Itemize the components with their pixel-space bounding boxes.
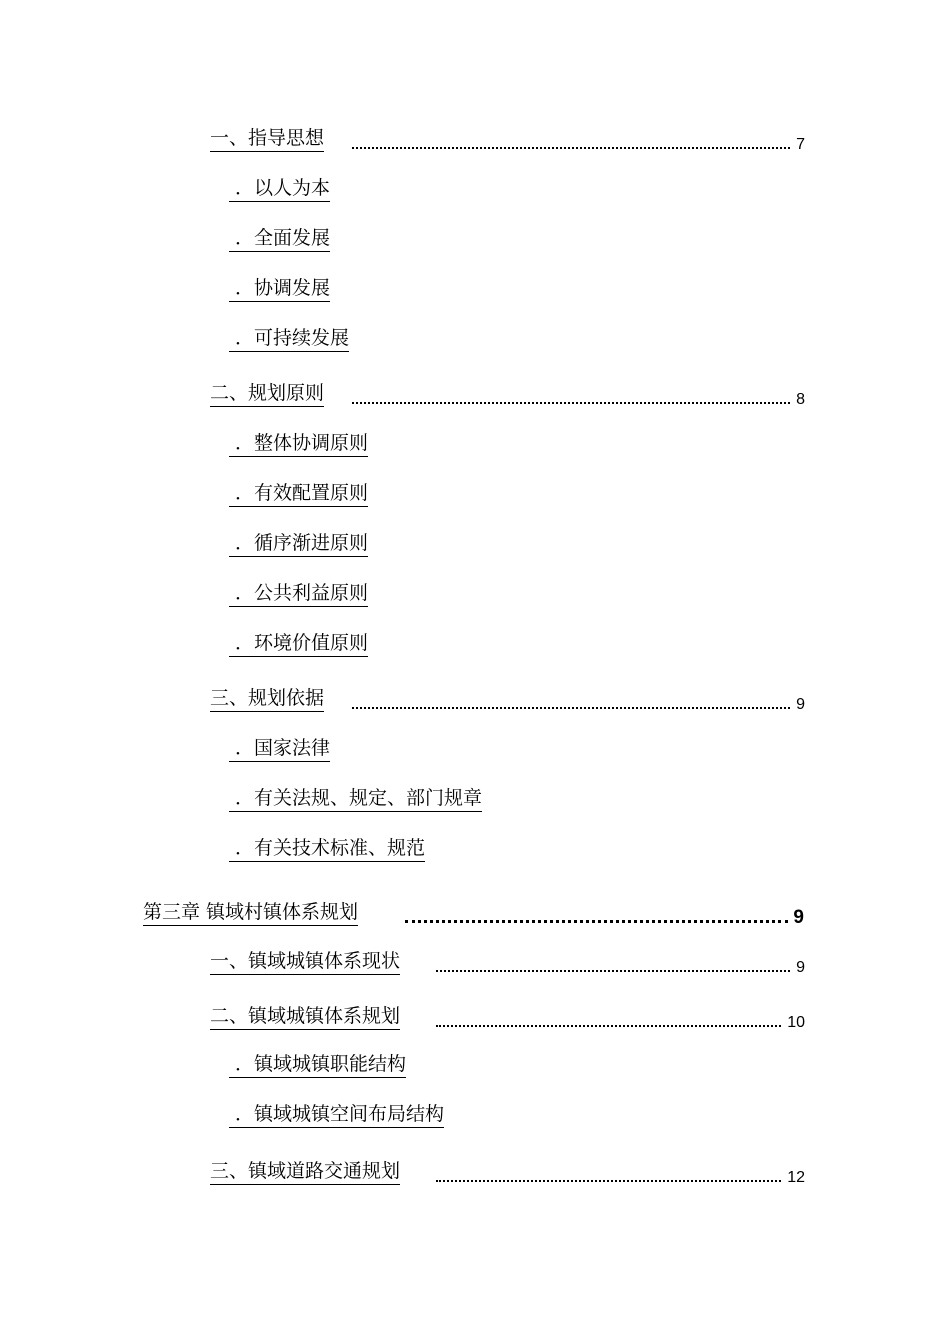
- toc-link[interactable]: [229, 837, 425, 862]
- toc-link[interactable]: [210, 687, 324, 712]
- toc-entry-title: 一、镇域城镇体系现状: [210, 950, 400, 975]
- toc-link[interactable]: [210, 1160, 400, 1185]
- toc-link[interactable]: [210, 127, 324, 152]
- toc-entry-title: ．以人为本: [229, 177, 330, 202]
- toc-leader-dots: [352, 402, 790, 404]
- toc-entry: [0, 427, 950, 457]
- toc-entry: [0, 322, 950, 352]
- toc-link[interactable]: [229, 1053, 406, 1078]
- toc-entry: [0, 945, 950, 975]
- toc-entry-title: ．可持续发展: [229, 327, 349, 352]
- toc-entry-title: ．协调发展: [229, 277, 330, 302]
- toc-entry-title: ．全面发展: [229, 227, 330, 252]
- toc-link[interactable]: [229, 177, 330, 202]
- toc-leader-dots: [436, 1180, 781, 1182]
- toc-entry: [0, 732, 950, 762]
- toc-link[interactable]: [229, 632, 368, 657]
- toc-link[interactable]: [210, 382, 324, 407]
- toc-chapter-entry: [0, 896, 950, 926]
- toc-entry-title: ．公共利益原则: [229, 582, 368, 607]
- toc-entry: [0, 1048, 950, 1078]
- toc-entry: [0, 527, 950, 557]
- toc-link[interactable]: [229, 582, 368, 607]
- toc-link[interactable]: [229, 1103, 444, 1128]
- toc-entry-title: ．环境价值原则: [229, 632, 368, 657]
- toc-entry: [0, 1155, 950, 1185]
- toc-entry: [0, 782, 950, 812]
- toc-entry-title: ．镇域城镇空间布局结构: [229, 1103, 444, 1128]
- toc-link[interactable]: [229, 482, 368, 507]
- toc-entry: [0, 477, 950, 507]
- toc-entry: [0, 832, 950, 862]
- toc-link[interactable]: [229, 327, 349, 352]
- toc-page-number: 8: [796, 391, 805, 408]
- toc-leader-dots: [352, 147, 790, 149]
- toc-leader-dots: [436, 970, 790, 972]
- toc-link[interactable]: [143, 901, 358, 926]
- toc-leader-dots: [436, 1025, 781, 1027]
- toc-entry-title: ．镇域城镇职能结构: [229, 1053, 406, 1078]
- toc-page-number: 9: [793, 907, 804, 928]
- toc-entry-title: 二、镇域城镇体系规划: [210, 1005, 400, 1030]
- toc-link[interactable]: [229, 787, 482, 812]
- toc-link[interactable]: [229, 737, 330, 762]
- toc-page-number: 12: [787, 1169, 805, 1186]
- toc-link[interactable]: [229, 277, 330, 302]
- toc-entry-title: 三、镇域道路交通规划: [210, 1160, 400, 1185]
- toc-page-number: 9: [796, 696, 805, 713]
- toc-entry-title: 第三章 镇域村镇体系规划: [143, 901, 358, 926]
- toc-entry-title: ．整体协调原则: [229, 432, 368, 457]
- toc-entry: [0, 1098, 950, 1128]
- toc-link[interactable]: [210, 1005, 400, 1030]
- toc-leader-dots: [405, 920, 788, 923]
- toc-entry-title: ．循序渐进原则: [229, 532, 368, 557]
- toc-entry: [0, 272, 950, 302]
- toc-entry: [0, 682, 950, 712]
- toc-entry-title: ．有关技术标准、规范: [229, 837, 425, 862]
- toc-entry: [0, 172, 950, 202]
- toc-entry-title: 三、规划依据: [210, 687, 324, 712]
- toc-link[interactable]: [229, 432, 368, 457]
- toc-entry: [0, 577, 950, 607]
- toc-entry-title: 一、指导思想: [210, 127, 324, 152]
- toc-link[interactable]: [229, 227, 330, 252]
- toc-entry: [0, 222, 950, 252]
- toc-entry-title: ．有效配置原则: [229, 482, 368, 507]
- toc-link[interactable]: [210, 950, 400, 975]
- toc-entry: [0, 377, 950, 407]
- toc-leader-dots: [352, 707, 790, 709]
- toc-entry: [0, 627, 950, 657]
- toc-entry-title: ．有关法规、规定、部门规章: [229, 787, 482, 812]
- toc-entry: [0, 1000, 950, 1030]
- toc-link[interactable]: [229, 532, 368, 557]
- toc-page-number: 10: [787, 1014, 805, 1031]
- toc-entry-title: 二、规划原则: [210, 382, 324, 407]
- toc-page-number: 9: [796, 959, 805, 976]
- toc-entry: [0, 122, 950, 152]
- toc-page-number: 7: [796, 136, 805, 153]
- toc-entry-title: ．国家法律: [229, 737, 330, 762]
